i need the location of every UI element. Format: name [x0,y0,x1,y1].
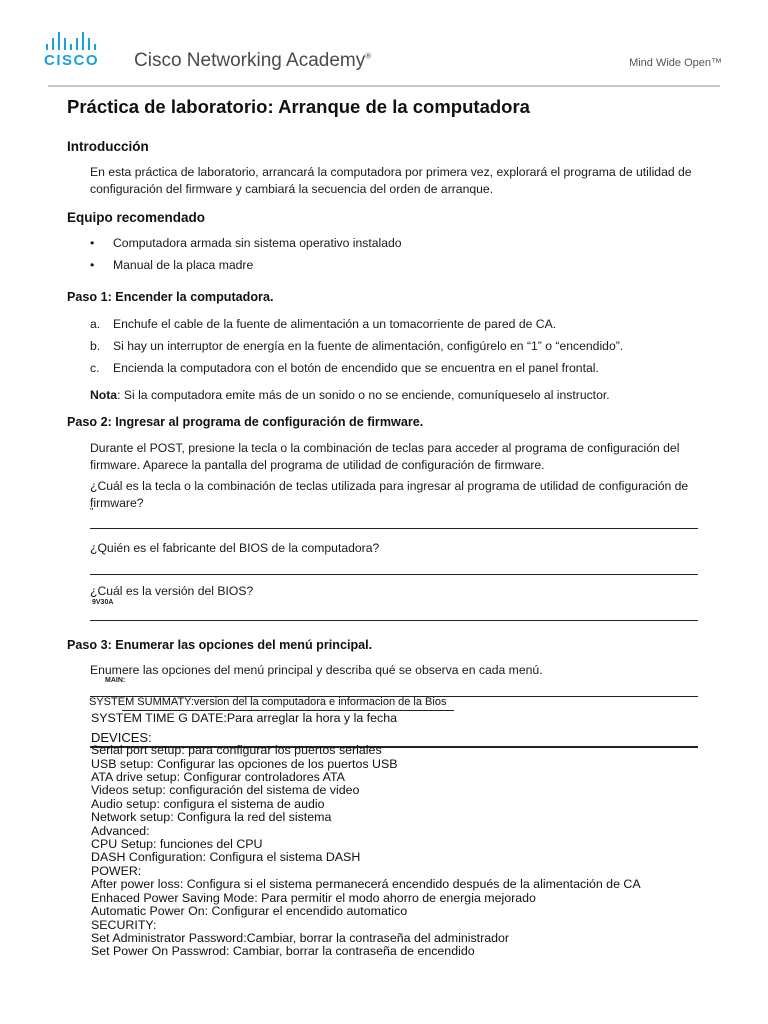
step3-heading: Paso 3: Enumerar las opciones del menú principal. [67,638,373,652]
answer-bios-version: 9V30A [92,599,114,606]
intro-text: En esta práctica de laboratorio, arrancará la computadora por primera vez, explorará el programa de utilidad de configuración del firmware y cambiará la secuencia del orden de arranque. [90,165,692,196]
list-item: a. Enchufe el cable de la fuente de alimentación a un tomacorriente de pared de CA. [90,317,557,331]
list-item: c. Encienda la computadora con el botón de encendido que se encuentra en el panel frontal. [90,361,599,375]
answer-text: Set Administrator Password:Cambiar, borrar la contraseña del administrador [91,930,510,945]
question-bios-vendor: ¿Quién es el fabricante del BIOS de la computadora? [90,541,380,555]
step2-heading: Paso 2: Ingresar al programa de configuración de firmware. [67,415,424,429]
page-title: Práctica de laboratorio: Arranque de la computadora [67,96,530,117]
page-header [0,0,768,88]
equipment-list [90,235,690,279]
intro-heading: Introducción [67,139,149,154]
list-item: b. Si hay un interruptor de energía en la fuente de alimentación, configúrelo en “1” o “encendido”. [90,339,624,353]
answer-text: CPU Setup: funciones del CPU [91,837,263,852]
answer-text: SECURITY: [91,917,157,932]
answer-text: Automatic Power On: Configurar el encendido automatico [91,904,408,919]
answer-text: Enhaced Power Saving Mode: Para permitir el modo ahorro de energia mejorado [91,890,536,905]
step3-answers [89,696,731,959]
step1-list [90,316,700,382]
step2-text: Durante el POST, presione la tecla o la combinación de teclas para acceder al programa de configuración del firmware. Aparece la pantalla del programa de utilidad de configuración de firmware. [90,441,680,472]
answer-text: SYSTEM TIME G DATE:Para arreglar la hora y la fecha [91,711,397,726]
answer-line [90,574,698,575]
step1-heading: Paso 1: Encender la computadora. [67,290,274,304]
answer-text: Serial port setup: para configurar los puertos seriales [91,743,382,758]
academy-name: Cisco Networking Academy® [134,50,372,71]
answer-text: Videos setup: configuración del sistema de video [91,783,360,798]
answer-text: DEVICES: [91,729,152,745]
answer-line [90,620,698,621]
answer-text: Network setup: Configura la red del sistema [91,810,332,825]
answer-line [90,528,698,529]
question-bios-key: ¿Cuál es la tecla o la combinación de teclas utilizada para ingresar al programa de utilidad de configuración de firmware? [90,479,689,510]
answer-text: After power loss: Configura si el sistema permanecerá encendido después de la alimentación de CA [91,877,641,892]
step3-text: Enumere las opciones del menú principal y describa qué se observa en cada menú. [90,663,543,677]
list-item: • Manual de la placa madre [90,257,690,274]
cisco-bars-icon [46,30,96,50]
answer-text: Set Power On Passwrod: Cambiar, borrar la contraseña de encendido [91,944,475,959]
header-divider [48,85,720,87]
tagline: Mind Wide Open™ [629,57,722,69]
answer-text: DASH Configuration: Configura el sistema DASH [91,850,361,865]
cisco-wordmark: CISCO [44,52,100,69]
step1-note: Nota: Si la computadora emite más de un sonido o no se enciende, comuníqueselo al instructor. [90,388,610,402]
list-item: • Computadora armada sin sistema operativo instalado [90,235,690,252]
answer-text: POWER: [91,863,142,878]
equipment-heading: Equipo recomendado [67,210,206,225]
question-bios-version: ¿Cuál es la versión del BIOS? [90,584,254,598]
cisco-logo [44,30,100,69]
answer-main-label: MAIN: [105,677,126,684]
answer-text: Advanced: [91,823,150,838]
answer-text: USB setup: Configurar las opciones de los puertos USB [91,756,398,771]
answer-text: Audio setup: configura el sistema de audio [91,796,325,811]
answer-text: SYSTEM SUMMATY:version del la computadora e informacion de la Bios [89,696,447,708]
answer-bios-key: '' [90,508,94,515]
answer-text: ATA drive setup: Configurar controladores ATA [91,770,345,785]
